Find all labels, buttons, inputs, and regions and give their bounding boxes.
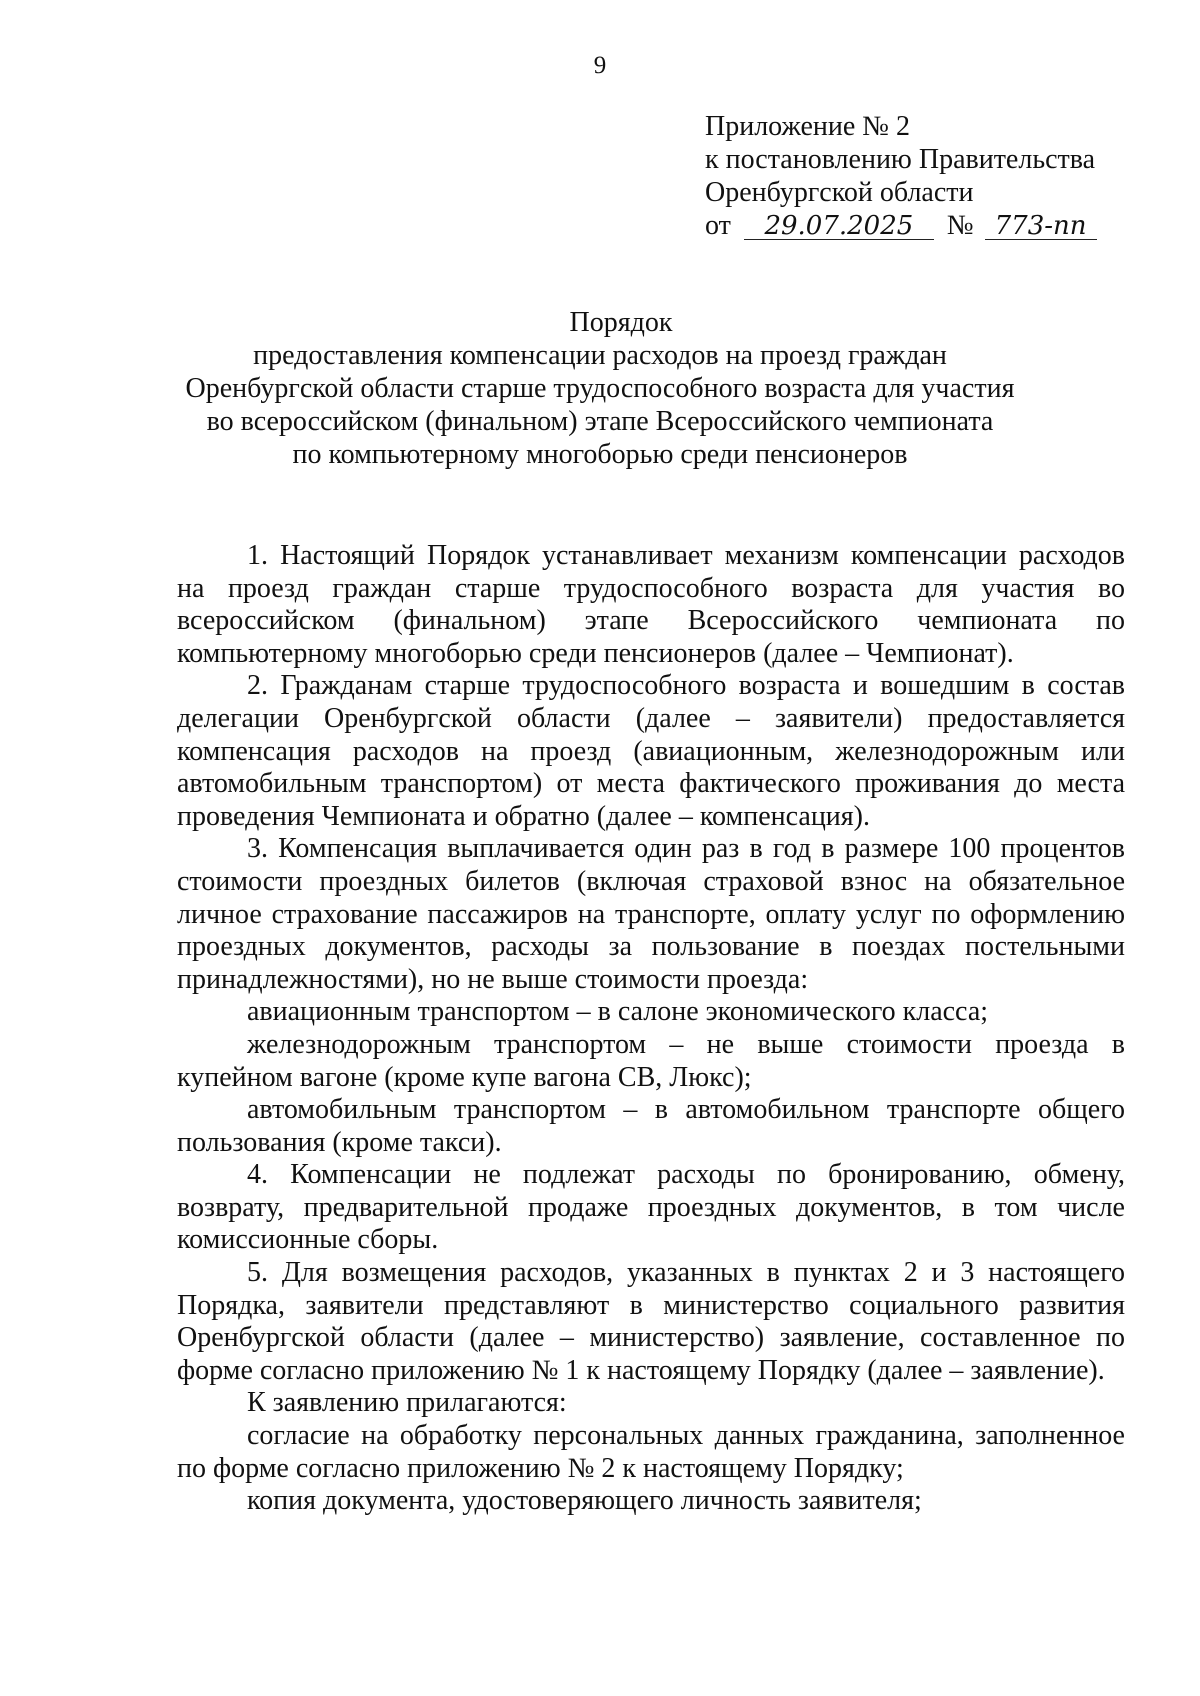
title-line-3: Оренбургской области старше трудоспособного возраста для участия bbox=[185, 373, 1015, 404]
handwritten-date: 29.07.2025 bbox=[744, 213, 934, 240]
paragraph-4: 4. Компенсации не подлежат расходы по бронированию, обмену, возврату, предварительной продаже проездных документов, в том числе комиссионные сборы. bbox=[177, 1159, 1125, 1256]
handwritten-number: 773-пп bbox=[985, 213, 1097, 240]
appendix-line-3: Оренбургской области bbox=[705, 177, 974, 208]
document-body bbox=[177, 540, 1125, 1518]
paragraph-3-air: авиационным транспортом – в салоне экономического класса; bbox=[247, 996, 989, 1028]
from-label: от bbox=[705, 210, 731, 241]
title-line-5: по компьютерному многоборью среди пенсионеров bbox=[292, 439, 908, 470]
paragraph-attachment-consent: согласие на обработку персональных данных гражданина, заполненное по форме согласно приложению № 2 к настоящему Порядку; bbox=[177, 1420, 1125, 1484]
paragraph-1: 1. Настоящий Порядок устанавливает механизм компенсации расходов на проезд граждан старше трудоспособного возраста для участия во всероссийском (финальном) этапе Всероссийского чемпионата по компьютерному многоборью среди пенсионеров (далее – Чемпионат). bbox=[177, 540, 1125, 669]
page-number: 9 bbox=[593, 52, 607, 79]
paragraph-3-road: автомобильным транспортом – в автомобильном транспорте общего пользования (кроме такси). bbox=[177, 1094, 1125, 1158]
document-title bbox=[0, 306, 1200, 471]
appendix-line-2: к постановлению Правительства bbox=[705, 144, 1096, 175]
appendix-line-1: Приложение № 2 bbox=[705, 111, 910, 142]
title-line-2: предоставления компенсации расходов на проезд граждан bbox=[253, 340, 947, 371]
paragraph-attachments-intro: К заявлению прилагаются: bbox=[247, 1387, 567, 1419]
title-line-1: Порядок bbox=[569, 307, 673, 338]
paragraph-3: 3. Компенсация выплачивается один раз в год в размере 100 процентов стоимости проездных билетов (включая страховой взнос на обязательное личное страхование пассажиров на транспорте, оплату услуг по оформлению проездных документов, расходы за пользование в поездах постельными принадлежностями), но не выше стоимости проезда: bbox=[177, 833, 1125, 995]
paragraph-attachment-id-copy: копия документа, удостоверяющего личность заявителя; bbox=[247, 1485, 922, 1517]
number-label: № bbox=[946, 210, 974, 241]
paragraph-5: 5. Для возмещения расходов, указанных в пунктах 2 и 3 настоящего Порядка, заявители представляют в министерство социального развития Оренбургской области (далее – министерство) заявление, составленное по форме согласно приложению № 1 к настоящему Порядку (далее – заявление). bbox=[177, 1257, 1125, 1386]
paragraph-3-rail: железнодорожным транспортом – не выше стоимости проезда в купейном вагоне (кроме купе вагона СВ, Люкс); bbox=[177, 1028, 1125, 1093]
paragraph-2: 2. Гражданам старше трудоспособного возраста и вошедшим в состав делегации Оренбургской области (далее – заявители) предоставляется компенсация расходов на проезд (авиационным, железнодорожным или автомобильным транспортом) от места фактического проживания до места проведения Чемпионата и обратно (далее – компенсация). bbox=[177, 670, 1125, 832]
title-line-4: во всероссийском (финальном) этапе Всероссийского чемпионата bbox=[206, 406, 994, 437]
appendix-header bbox=[705, 110, 1097, 242]
appendix-date-line bbox=[705, 209, 1097, 242]
